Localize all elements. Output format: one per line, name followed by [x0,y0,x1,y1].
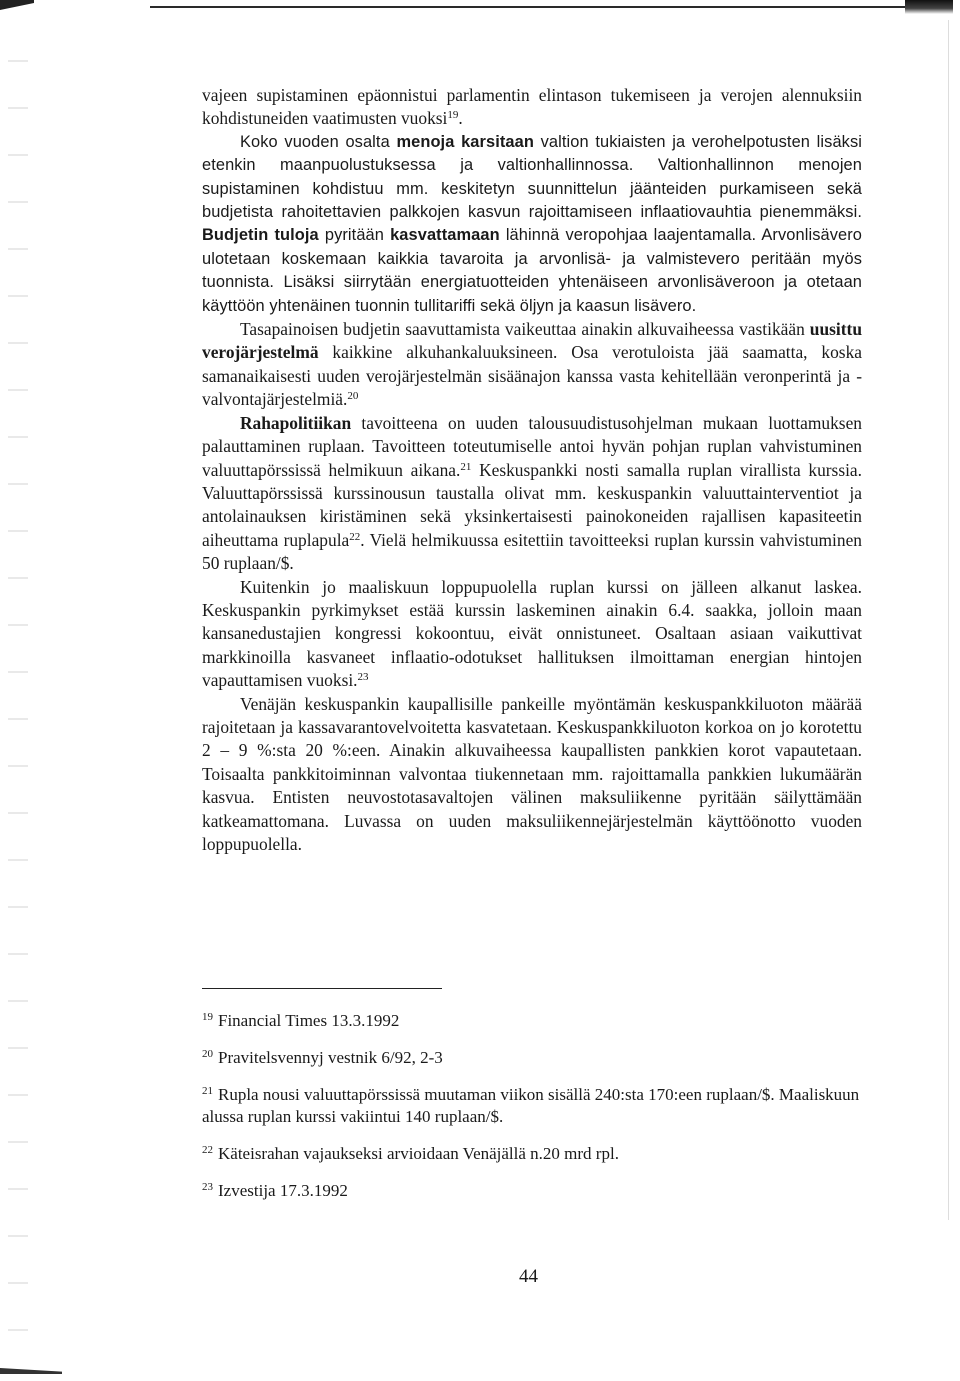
footnote-number: 21 [202,1085,213,1097]
footnote-text: Pravitelsvennyj vestnik 6/92, 2-3 [218,1048,443,1067]
footnotes [202,1010,862,1202]
text-run: kaikkine alkuhankaluuksineen. Osa verotuloista jää saamatta, koska samanaikaisesti uuden verojärjestelmän sisäänajon kanssa vasta kehitellään veronperintä ja -valvontajärjestelmiä. [202,342,862,410]
footnote-number: 19 [202,1011,213,1023]
text-run: Venäjän keskuspankin kaupallisille pankeille myöntämän keskuspankkiluoton määrää rajoitetaan ja kassavarantovelvoitetta kasvatetaan. Keskuspankkiluoton korkoa on jo korotettu 2 – 9 %:sta 20 %:een. Ainakin alkuvaiheessa kaupallisten pankkien korot vapautetaan. Toisaalta pankkitoiminnan valvontaa tiukennetaan mm. rajoittamalla pankkien lukumäärän kasvua. Entisten neuvostotasavaltojen välinen maksuliikenne pyritään säilyttämään katkeamattomana. Luvassa on uuden maksuliikennejärjestelmän käyttöönotto vuoden loppupuolella. [202,693,862,854]
text-run: tavoitteena on uuden talousuudistusohjelman mukaan luottamuksen palauttaminen ruplaan. Tavoitteen toteutumiselle antoi hyvän pohjan ruplan vahvistuminen valuuttapörssissä helmikuun aikana. [202,412,862,480]
scan-artifact-right-margin [948,20,949,1220]
paragraph-5 [202,576,862,693]
text-run: pyritään [318,226,391,245]
page-number: 44 [519,1266,538,1287]
main-text [202,84,862,856]
text-run: vajeen supistaminen epäonnistui parlamentin elintason tukemiseen ja verojen alennuksiin kohdistuneiden vaatimusten vuoksi [202,85,862,129]
footnote-text: Rupla nousi valuuttapörssissä muutaman viikon sisällä 240:sta 170:een ruplaan/$. Maaliskuun alussa ruplan kurssi vakiintui 140 ruplaan/$. [202,1085,860,1126]
scan-artifact-bottom-corner [0,1368,62,1374]
scan-artifact-corner [0,0,34,10]
footnote-number: 22 [202,1144,213,1156]
scan-artifact-left-margin [8,60,28,1340]
paragraph-6 [202,693,862,857]
footnote-20 [202,1047,862,1069]
footnote-number: 20 [202,1048,213,1060]
bold-term: Rahapolitiikan [240,412,352,433]
paragraph-3 [202,318,862,412]
bold-term: kasvattamaan [390,226,500,245]
scan-artifact-top-edge [150,6,940,8]
footnote-ref: 19 [447,109,459,122]
footnote-21 [202,1084,862,1128]
footnote-ref: 23 [357,671,369,684]
bold-term: menoja karsitaan [396,132,534,151]
footnote-number: 23 [202,1181,213,1193]
footnote-ref: 21 [460,460,472,473]
text-run: valtion tukiaisten ja verohelpotusten lisäksi etenkin maanpuolustuksessa ja valtionhallinnossa. Valtionhallinnon menojen supistaminen kohdistuu mm. keskitetyn suunnittelun jäänteiden purkamiseen sekä budjetista rahoitettavien palkkojen kasvun rajoittamiseen inflaatiovauhtia pienemmäksi. [202,132,862,222]
bold-term: Budjetin tuloja [202,226,319,245]
bold-term: uusittu verojärjestelmä [202,319,862,363]
footnote-ref: 22 [349,530,361,543]
footnote-19 [202,1010,862,1032]
footnote-22 [202,1143,862,1165]
text-run: Keskuspankki nosti samalla ruplan virallista kurssia. Valuuttapörssissä kurssinousun taustalla olivat mm. keskuspankin valuuttainterventiot ja antolainauksen kiristäminen sekä yksinkertaisesti painokoneiden rajallisen kapasiteetin aiheuttama ruplapula [202,459,862,550]
footnote-text: Käteisrahan vajaukseksi arvioidaan Venäjällä n.20 mrd rpl. [218,1144,619,1163]
footnote-separator [202,988,442,989]
scan-artifact-top-right [905,0,953,14]
paragraph-1 [202,84,862,131]
text-run: Koko vuoden osalta [240,132,397,151]
text-run: . [458,108,463,129]
text-run: . Vielä helmikuussa esitettiin tavoitteeksi ruplan kurssin vahvistuminen 50 ruplaan/$. [202,529,862,574]
text-run: lähinnä veropohjaa laajentamalla. Arvonlisävero ulotetaan koskemaan kaikkia tavaroita ja arvonlisä- ja valmistevero peritään myös tuonnista. Lisäksi siirrytään energiatuotteiden yhtenäiseen arvonlisäveroon ja otetaan käyttöön yhtenäinen tuonnin tullitariffi sekä öljyn ja kaasun lisävero. [202,226,862,315]
footnote-text: Financial Times 13.3.1992 [218,1011,400,1030]
footnote-ref: 20 [347,390,359,403]
footnote-text: Izvestija 17.3.1992 [218,1181,348,1200]
footnote-23 [202,1180,862,1202]
paragraph-2 [202,131,862,318]
text-run: Tasapainoisen budjetin saavuttamista vaikeuttaa ainakin alkuvaiheessa vastikään [240,319,810,340]
paragraph-4 [202,412,862,576]
text-run: Kuitenkin jo maaliskuun loppupuolella ruplan kurssi on jälleen alkanut laskea. Keskuspankin pyrkimykset estää kurssin laskeminen ainakin 6.4. saakka, jolloin maan kansanedustajien kongressi kokoontuu, eivät onnistuneet. Osaltaan asiaan vaikuttivat markkinoilla kasvaneet inflaatio-odotukset hallituksen ilmoittaman energian hintojen vapauttamisen vuoksi. [202,576,862,691]
